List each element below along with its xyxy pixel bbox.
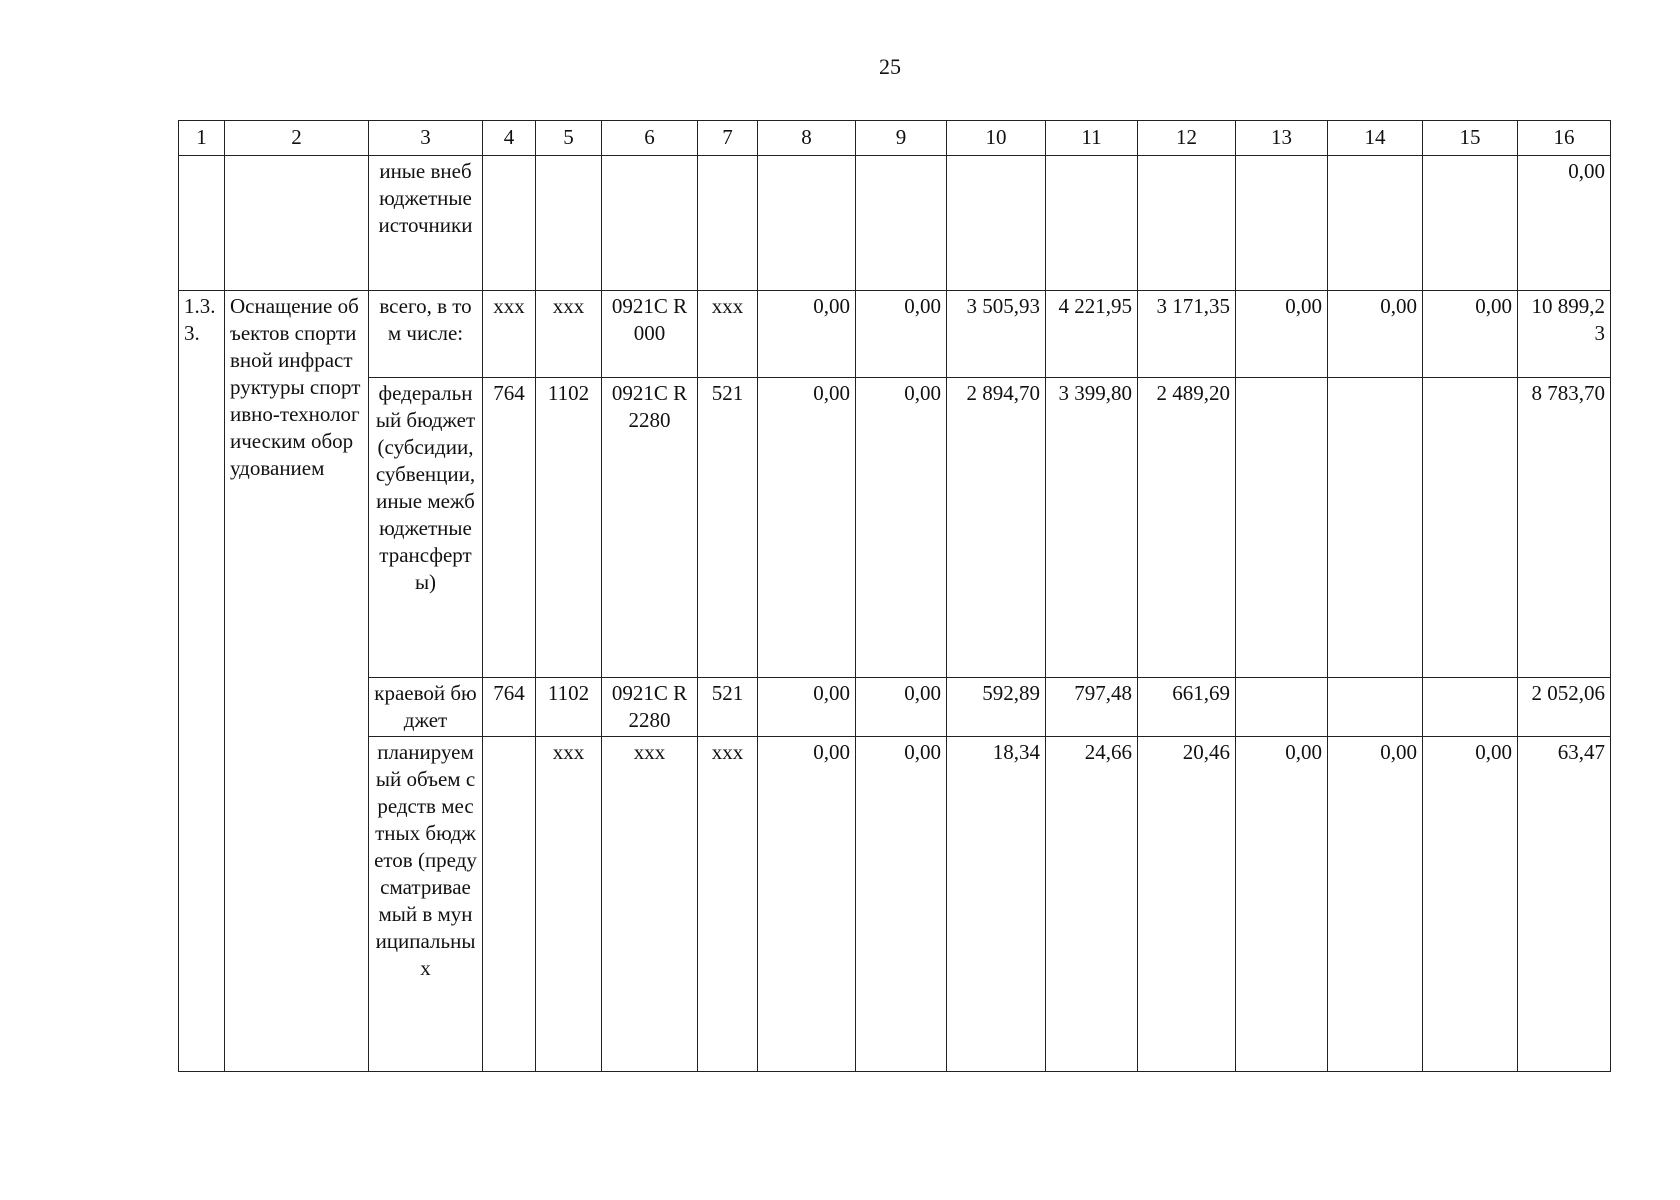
table-cell	[225, 156, 369, 291]
table-cell: 592,89	[947, 678, 1046, 737]
table-row-federal	[179, 378, 1611, 678]
table-cell	[1423, 678, 1518, 737]
funding-source-cell: иные внебюджетные источники	[369, 156, 483, 291]
total-cell: 8 783,70	[1518, 378, 1611, 678]
table-cell: 0,00	[856, 291, 947, 378]
table-cell	[483, 737, 536, 1072]
header-cell: 11	[1046, 121, 1138, 156]
table-cell	[1236, 378, 1328, 678]
table-row-regional	[179, 678, 1611, 737]
header-cell: 3	[369, 121, 483, 156]
table-row-other-sources	[179, 156, 1611, 291]
table-cell: 3 505,93	[947, 291, 1046, 378]
table-cell: 0,00	[1328, 737, 1423, 1072]
table-cell	[1138, 156, 1236, 291]
table-cell: 0,00	[758, 678, 856, 737]
table-cell	[1328, 678, 1423, 737]
table-cell: 0,00	[1236, 291, 1328, 378]
table-cell: 18,34	[947, 737, 1046, 1072]
total-cell: 0,00	[1518, 156, 1611, 291]
item-number-cell: 1.3.3.	[179, 291, 225, 1072]
table-cell: 0,00	[758, 291, 856, 378]
header-cell: 13	[1236, 121, 1328, 156]
table-cell: ххх	[602, 737, 698, 1072]
table-cell: 3 171,35	[1138, 291, 1236, 378]
table-cell: 1102	[536, 378, 602, 678]
table-cell: ххх	[698, 291, 758, 378]
page-number: 25	[879, 54, 901, 79]
funding-source-cell: всего, в том числе:	[369, 291, 483, 378]
table-cell: 661,69	[1138, 678, 1236, 737]
header-cell: 7	[698, 121, 758, 156]
table-cell: 4 221,95	[1046, 291, 1138, 378]
table-cell	[483, 156, 536, 291]
table-cell	[1236, 678, 1328, 737]
table-row-local	[179, 737, 1611, 1072]
header-cell: 12	[1138, 121, 1236, 156]
table-cell: 764	[483, 678, 536, 737]
table-cell	[1423, 378, 1518, 678]
budget-table	[178, 120, 1611, 1072]
table-cell: 0,00	[1423, 291, 1518, 378]
table-cell	[536, 156, 602, 291]
table-cell: 0,00	[856, 678, 947, 737]
table-cell	[602, 156, 698, 291]
header-cell: 16	[1518, 121, 1611, 156]
table-cell: 521	[698, 378, 758, 678]
table-cell	[1328, 378, 1423, 678]
header-cell: 4	[483, 121, 536, 156]
total-cell: 2 052,06	[1518, 678, 1611, 737]
table-cell: 0921C R2280	[602, 378, 698, 678]
table-cell: 24,66	[1046, 737, 1138, 1072]
table-cell	[758, 156, 856, 291]
table-cell	[1236, 156, 1328, 291]
table-cell: 0921C R2280	[602, 678, 698, 737]
table-cell: 0,00	[1328, 291, 1423, 378]
header-cell: 10	[947, 121, 1046, 156]
table-cell: 0,00	[758, 737, 856, 1072]
table-cell: ххх	[698, 737, 758, 1072]
table-header-row	[179, 121, 1611, 156]
total-cell: 10 899,23	[1518, 291, 1611, 378]
table-cell: 0,00	[856, 378, 947, 678]
table-cell	[1046, 156, 1138, 291]
header-cell: 2	[225, 121, 369, 156]
header-cell: 9	[856, 121, 947, 156]
table-cell: 0,00	[1423, 737, 1518, 1072]
table-cell: 0,00	[1236, 737, 1328, 1072]
funding-source-cell: планируемый объем средств местных бюджетов (предусматриваемый в муниципальных	[369, 737, 483, 1072]
item-name-cell: Оснащение объектов спортивной инфраструктуры спортивно-технологическим оборудованием	[225, 291, 369, 1072]
table-cell: 1102	[536, 678, 602, 737]
funding-source-cell: краевой бюджет	[369, 678, 483, 737]
table-cell	[947, 156, 1046, 291]
table-cell: ххх	[536, 291, 602, 378]
header-cell: 5	[536, 121, 602, 156]
header-cell: 15	[1423, 121, 1518, 156]
table-cell: 3 399,80	[1046, 378, 1138, 678]
table-cell: 0,00	[758, 378, 856, 678]
table-cell: ххх	[483, 291, 536, 378]
table-cell	[856, 156, 947, 291]
header-cell: 1	[179, 121, 225, 156]
table-cell	[1328, 156, 1423, 291]
table-cell: 20,46	[1138, 737, 1236, 1072]
table-cell: 764	[483, 378, 536, 678]
header-cell: 8	[758, 121, 856, 156]
total-cell: 63,47	[1518, 737, 1611, 1072]
table-cell	[698, 156, 758, 291]
table-cell: 0,00	[856, 737, 947, 1072]
table-cell: 2 489,20	[1138, 378, 1236, 678]
table-row-total	[179, 291, 1611, 378]
table-cell	[1423, 156, 1518, 291]
header-cell: 6	[602, 121, 698, 156]
table-cell: ххх	[536, 737, 602, 1072]
table-cell: 0921C R000	[602, 291, 698, 378]
header-cell: 14	[1328, 121, 1423, 156]
table-cell: 521	[698, 678, 758, 737]
funding-source-cell: федеральный бюджет (субсидии, субвенции, иные межбюджетные трансферты)	[369, 378, 483, 678]
table-cell	[179, 156, 225, 291]
table-cell: 797,48	[1046, 678, 1138, 737]
table-cell: 2 894,70	[947, 378, 1046, 678]
